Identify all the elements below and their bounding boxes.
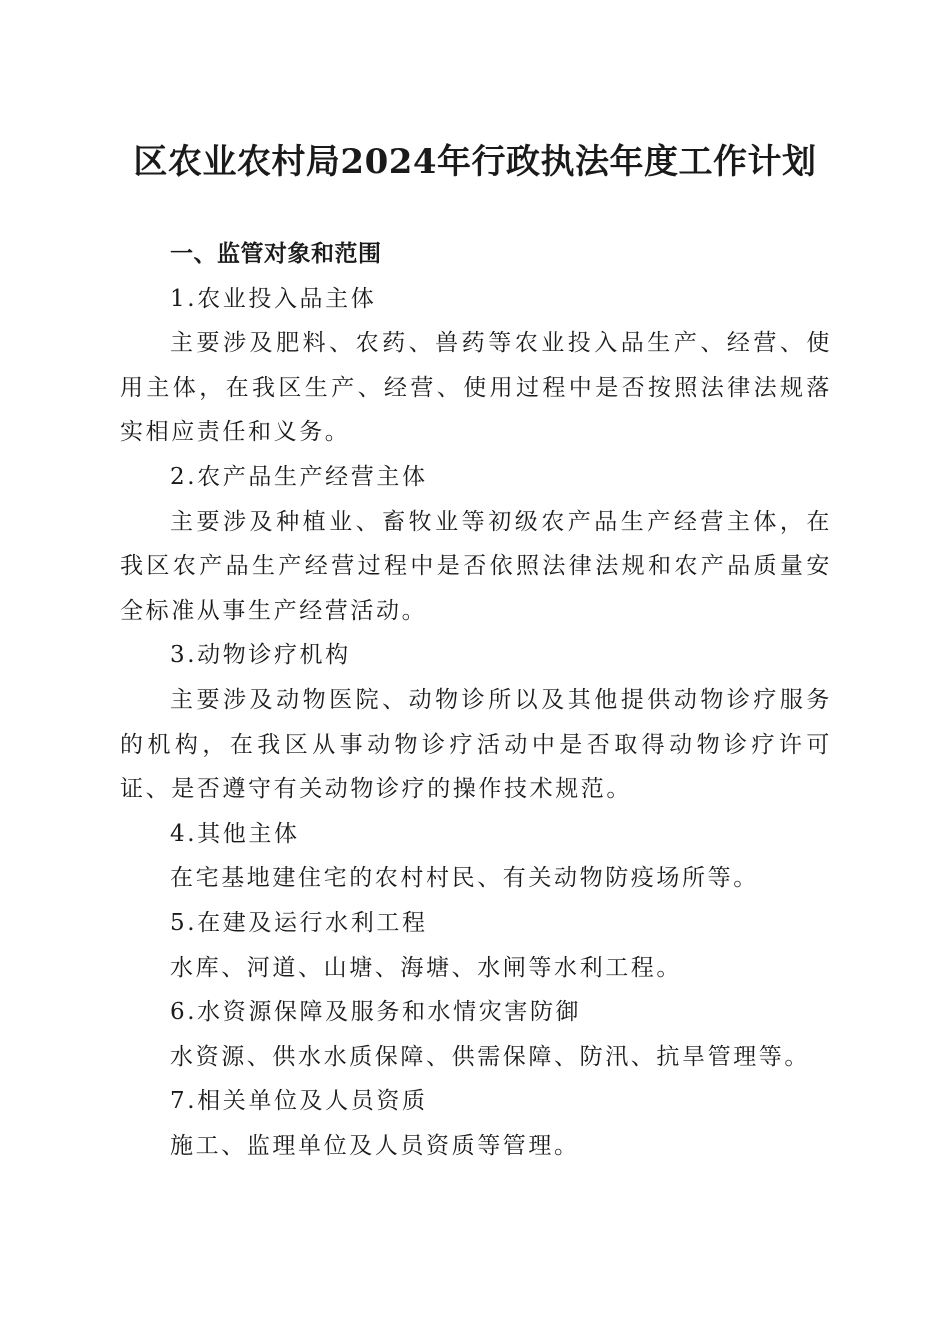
document-body bbox=[120, 232, 832, 1168]
item-title-3: 3.动物诊疗机构 bbox=[170, 642, 351, 669]
item-body-5: 水库、河道、山塘、海塘、水闸等水利工程。 bbox=[170, 954, 682, 981]
item-body-3: 主要涉及动物医院、动物诊所以及其他提供动物诊疗服务的机构，在我区从事动物诊疗活动中是否取得动物诊疗许可证、是否遵守有关动物诊疗的操作技术规范。 bbox=[120, 686, 832, 803]
item-title-7: 7.相关单位及人员资质 bbox=[170, 1088, 428, 1115]
item-title-6: 6.水资源保障及服务和水情灾害防御 bbox=[170, 999, 582, 1026]
item-title-2: 2.农产品生产经营主体 bbox=[170, 463, 428, 490]
item-body-4: 在宅基地建住宅的农村村民、有关动物防疫场所等。 bbox=[170, 865, 759, 892]
item-title-5: 5.在建及运行水利工程 bbox=[170, 909, 428, 936]
section-heading: 一、监管对象和范围 bbox=[170, 241, 382, 267]
item-body-6: 水资源、供水水质保障、供需保障、防汛、抗旱管理等。 bbox=[170, 1043, 810, 1070]
item-title-4: 4.其他主体 bbox=[170, 820, 300, 847]
item-title-1: 1.农业投入品主体 bbox=[170, 285, 377, 312]
item-body-1: 主要涉及肥料、农药、兽药等农业投入品生产、经营、使用主体，在我区生产、经营、使用过程中是否按照法律法规落实相应责任和义务。 bbox=[120, 330, 832, 446]
item-body-7: 施工、监理单位及人员资质等管理。 bbox=[170, 1132, 580, 1159]
item-body-2: 主要涉及种植业、畜牧业等初级农产品生产经营主体，在我区农产品生产经营过程中是否依照法律法规和农产品质量安全标准从事生产经营活动。 bbox=[120, 508, 832, 624]
document-title: 区农业农村局2024年行政执法年度工作计划 bbox=[133, 142, 817, 182]
